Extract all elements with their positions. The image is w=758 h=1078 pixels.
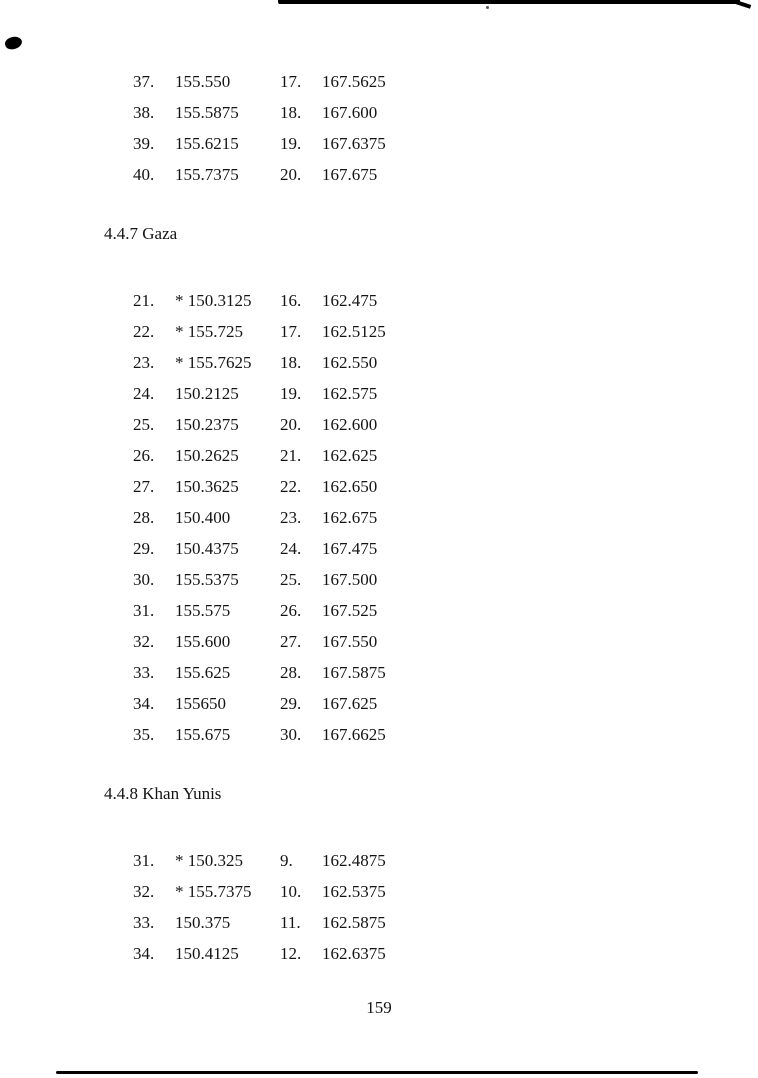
- freq-value-right: 162.475: [322, 291, 378, 310]
- row-index-left: 29.: [133, 539, 155, 558]
- row-index-right: 9.: [280, 851, 293, 870]
- table-row: [133, 502, 758, 533]
- freq-value-left: 150.2625: [175, 446, 239, 465]
- row-index-right: 11.: [280, 913, 301, 932]
- table-row: [133, 938, 758, 969]
- row-index-left: 33.: [133, 913, 155, 932]
- freq-value-right: 167.6625: [322, 725, 386, 744]
- table-row: [133, 533, 758, 564]
- row-index-left: 35.: [133, 725, 155, 744]
- page-number: 159: [366, 998, 392, 1017]
- row-index-left: 24.: [133, 384, 155, 403]
- row-index-right: 25.: [280, 570, 302, 589]
- freq-value-right: 162.5375: [322, 882, 386, 901]
- frequency-table: [133, 66, 758, 190]
- table-row: [133, 159, 758, 190]
- freq-value-right: 167.675: [322, 165, 378, 184]
- row-index-left: 27.: [133, 477, 155, 496]
- freq-value-right: 162.650: [322, 477, 378, 496]
- freq-value-left: 155.5375: [175, 570, 239, 589]
- row-index-left: 22.: [133, 322, 155, 341]
- table-row: [133, 626, 758, 657]
- freq-value-right: 162.4875: [322, 851, 386, 870]
- table-row: [133, 66, 758, 97]
- freq-value-left: * 150.3125: [175, 291, 252, 310]
- row-index-left: 28.: [133, 508, 155, 527]
- row-index-right: 23.: [280, 508, 302, 527]
- table-row: [133, 876, 758, 907]
- freq-value-left: 150.3625: [175, 477, 239, 496]
- row-index-left: 34.: [133, 694, 155, 713]
- freq-value-right: 162.675: [322, 508, 378, 527]
- freq-value-right: 162.600: [322, 415, 378, 434]
- row-index-right: 26.: [280, 601, 302, 620]
- table-row: [133, 316, 758, 347]
- table-row: [133, 719, 758, 750]
- frequency-sections: [0, 66, 758, 969]
- table-row: [133, 907, 758, 938]
- scan-artifact-bottom-bar: [56, 1071, 698, 1074]
- row-index-right: 22.: [280, 477, 302, 496]
- section-heading: 4.4.7 Gaza: [104, 224, 178, 243]
- table-row: [133, 657, 758, 688]
- freq-value-left: 155.575: [175, 601, 231, 620]
- table-row: [133, 595, 758, 626]
- table-row: [133, 688, 758, 719]
- freq-value-left: 150.400: [175, 508, 231, 527]
- row-index-right: 12.: [280, 944, 302, 963]
- freq-value-left: 155650: [175, 694, 226, 713]
- freq-value-right: 162.575: [322, 384, 378, 403]
- freq-value-right: 167.6375: [322, 134, 386, 153]
- row-index-left: 40.: [133, 165, 155, 184]
- row-index-right: 17.: [280, 72, 302, 91]
- freq-value-left: * 155.7625: [175, 353, 252, 372]
- row-index-left: 33.: [133, 663, 155, 682]
- row-index-left: 32.: [133, 882, 155, 901]
- freq-value-right: 167.600: [322, 103, 378, 122]
- row-index-left: 34.: [133, 944, 155, 963]
- section: [0, 783, 758, 969]
- freq-value-right: 167.5625: [322, 72, 386, 91]
- row-index-right: 18.: [280, 103, 302, 122]
- row-index-right: 30.: [280, 725, 302, 744]
- freq-value-left: 150.2375: [175, 415, 239, 434]
- row-index-right: 19.: [280, 134, 302, 153]
- row-index-left: 30.: [133, 570, 155, 589]
- freq-value-left: * 155.725: [175, 322, 243, 341]
- row-index-right: 18.: [280, 353, 302, 372]
- row-index-right: 19.: [280, 384, 302, 403]
- row-index-left: 31.: [133, 851, 155, 870]
- table-row: [133, 128, 758, 159]
- freq-value-right: 167.5875: [322, 663, 386, 682]
- table-row: [133, 285, 758, 316]
- row-index-right: 20.: [280, 415, 302, 434]
- row-index-right: 10.: [280, 882, 302, 901]
- freq-value-right: 162.625: [322, 446, 378, 465]
- row-index-left: 26.: [133, 446, 155, 465]
- section: [0, 66, 758, 190]
- freq-value-right: 162.5875: [322, 913, 386, 932]
- freq-value-left: 155.675: [175, 725, 231, 744]
- table-row: [133, 347, 758, 378]
- row-index-right: 28.: [280, 663, 302, 682]
- frequency-table: [133, 285, 758, 750]
- freq-value-left: 155.600: [175, 632, 231, 651]
- row-index-right: 16.: [280, 291, 302, 310]
- freq-value-left: 150.375: [175, 913, 231, 932]
- row-index-right: 24.: [280, 539, 302, 558]
- row-index-right: 27.: [280, 632, 302, 651]
- freq-value-right: 167.625: [322, 694, 378, 713]
- row-index-left: 23.: [133, 353, 155, 372]
- section: [0, 223, 758, 750]
- freq-value-left: 150.4375: [175, 539, 239, 558]
- table-row: [133, 97, 758, 128]
- table-row: [133, 471, 758, 502]
- table-row: [133, 845, 758, 876]
- row-index-right: 20.: [280, 165, 302, 184]
- freq-value-left: 155.7375: [175, 165, 239, 184]
- row-index-right: 21.: [280, 446, 302, 465]
- freq-value-left: 155.6215: [175, 134, 239, 153]
- freq-value-right: 167.475: [322, 539, 378, 558]
- freq-value-left: * 150.325: [175, 851, 243, 870]
- freq-value-left: 155.550: [175, 72, 231, 91]
- row-index-left: 37.: [133, 72, 155, 91]
- freq-value-right: 162.550: [322, 353, 378, 372]
- section-heading: 4.4.8 Khan Yunis: [104, 784, 222, 803]
- row-index-left: 39.: [133, 134, 155, 153]
- table-row: [133, 409, 758, 440]
- table-row: [133, 378, 758, 409]
- row-index-left: 38.: [133, 103, 155, 122]
- row-index-right: 29.: [280, 694, 302, 713]
- frequency-table: [133, 845, 758, 969]
- table-row: [133, 564, 758, 595]
- freq-value-left: 150.4125: [175, 944, 239, 963]
- freq-value-right: 162.5125: [322, 322, 386, 341]
- row-index-right: 17.: [280, 322, 302, 341]
- table-row: [133, 440, 758, 471]
- freq-value-right: 162.6375: [322, 944, 386, 963]
- row-index-left: 31.: [133, 601, 155, 620]
- freq-value-right: 167.550: [322, 632, 378, 651]
- freq-value-right: 167.500: [322, 570, 378, 589]
- freq-value-right: 167.525: [322, 601, 378, 620]
- row-index-left: 25.: [133, 415, 155, 434]
- freq-value-left: * 155.7375: [175, 882, 252, 901]
- row-index-left: 21.: [133, 291, 155, 310]
- row-index-left: 32.: [133, 632, 155, 651]
- freq-value-left: 155.5875: [175, 103, 239, 122]
- freq-value-left: 155.625: [175, 663, 231, 682]
- freq-value-left: 150.2125: [175, 384, 239, 403]
